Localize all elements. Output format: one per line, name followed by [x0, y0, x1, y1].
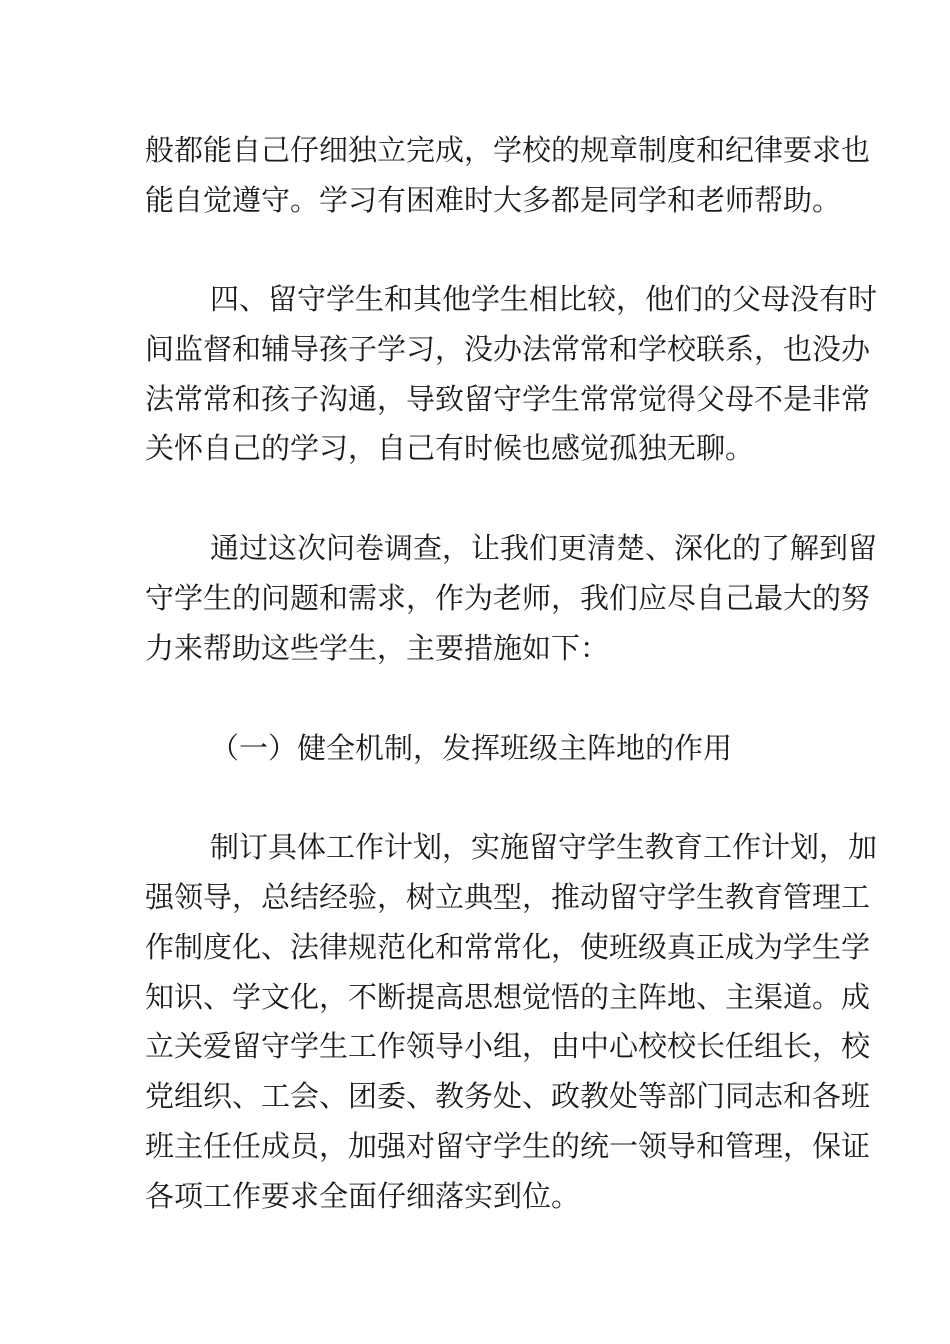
paragraph-2-line-3: 法常常和孩子沟通，导致留守学生常常觉得父母不是非常 — [145, 382, 871, 416]
paragraph-5-line-7: 班主任任成员，加强对留守学生的统一领导和管理，保证 — [145, 1129, 871, 1163]
paragraph-2-line-2: 间监督和辅导孩子学习，没办法常常和学校联系，也没办 — [145, 332, 871, 366]
paragraph-2-line-4: 关怀自己的学习，自己有时候也感觉孤独无聊。 — [145, 431, 755, 465]
paragraph-5-line-5: 立关爱留守学生工作领导小组，由中心校校长任组长，校 — [145, 1029, 871, 1063]
paragraph-5-line-4: 知识、学文化，不断提高思想觉悟的主阵地、主渠道。成 — [145, 980, 871, 1014]
paragraph-3-line-3: 力来帮助这些学生，主要措施如下： — [145, 631, 610, 665]
paragraph-1-line-1: 般都能自己仔细独立完成，学校的规章制度和纪律要求也 — [145, 133, 871, 167]
paragraph-2-line-1: 四、留守学生和其他学生相比较，他们的父母没有时 — [210, 282, 878, 316]
paragraph-3-line-2: 守学生的问题和需求，作为老师，我们应尽自己最大的努 — [145, 581, 871, 615]
paragraph-5-line-2: 强领导，总结经验，树立典型，推动留守学生教育管理工 — [145, 880, 871, 914]
paragraph-5-line-3: 作制度化、法律规范化和常常化，使班级真正成为学生学 — [145, 930, 871, 964]
paragraph-1-line-2: 能自觉遵守。学习有困难时大多都是同学和老师帮助。 — [145, 183, 842, 217]
section-heading: （一）健全机制，发挥班级主阵地的作用 — [210, 731, 733, 765]
paragraph-5-line-1: 制订具体工作计划，实施留守学生教育工作计划，加 — [210, 830, 878, 864]
paragraph-3-line-1: 通过这次问卷调查，让我们更清楚、深化的了解到留 — [210, 531, 878, 565]
paragraph-5-line-8: 各项工作要求全面仔细落实到位。 — [145, 1179, 581, 1213]
paragraph-5-line-6: 党组织、工会、团委、教务处、政教处等部门同志和各班 — [145, 1079, 871, 1113]
